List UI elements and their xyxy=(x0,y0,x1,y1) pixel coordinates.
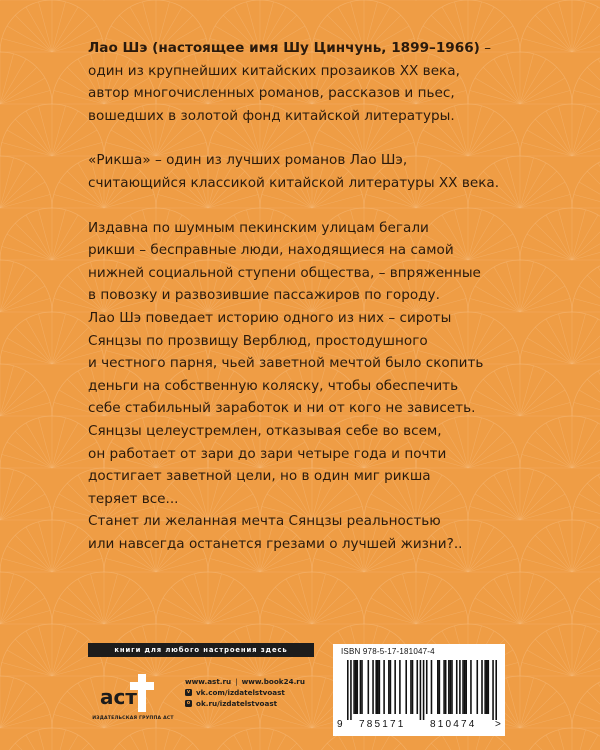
barcode-group-right: 810474 xyxy=(430,719,477,730)
author-paragraph xyxy=(88,37,528,127)
novel-paragraph: «Рикша» – один из лучших романов Лао Шэ, считающийся классикой китайской литературы XX века. xyxy=(88,152,500,191)
author-name: Лао Шэ (настоящее имя Шу Цинчунь, 1899–1966) xyxy=(88,40,480,56)
logo-text: аст xyxy=(100,685,137,709)
ast-logo-icon xyxy=(94,668,166,720)
author-description: – один из крупнейших китайских прозаиков XX века, автор многочисленных романов, рассказов и пьес, вошедших в золотой фонд китайской литературы. xyxy=(88,40,491,124)
publisher-caption: ИЗДАТЕЛЬСКАЯ ГРУППА АСТ xyxy=(92,716,174,721)
publisher-links xyxy=(185,676,305,709)
barcode-group-left: 785171 xyxy=(359,719,406,730)
link-separator: | xyxy=(235,677,238,686)
barcode-tail: > xyxy=(495,719,501,730)
site-link-ast[interactable]: www.ast.ru xyxy=(185,677,232,686)
isbn-label: ISBN 978-5-17-181047-4 xyxy=(341,647,435,656)
barcode-block xyxy=(333,644,505,736)
ok-link[interactable]: ok.ru/izdatelstvoast xyxy=(196,699,278,708)
tagline-banner: книги для любого настроения здесь xyxy=(88,643,314,657)
ok-icon: o xyxy=(186,700,191,706)
ok-row xyxy=(185,698,305,709)
vk-row xyxy=(185,687,305,698)
annotation-text xyxy=(88,37,528,555)
site-link-book24[interactable]: www.book24.ru xyxy=(241,677,305,686)
vk-link[interactable]: vk.com/izdatelstvoast xyxy=(196,688,285,697)
barcode-icon xyxy=(347,660,497,720)
vk-icon: v xyxy=(186,689,191,695)
synopsis-paragraph: Издавна по шумным пекинским улицам бегали рикши – бесправные люди, находящиеся на самой нижней социальной ступени общества, – впряженные в повозку и развозившие пассажиров по городу. Лао Шэ поведает историю одного из них – сироты Сянцзы по прозвищу Верблюд, простодушного и честного парня, чьей заветной мечтой было скопить деньги на собственную коляску, чтобы обеспечить себе стабильный заработок и ни от кого не зависеть. Сянцзы целеустремлен, отказывая себе во всем, он работает от зари до зари четыре года и почти достигает заветной цели, но в один миг рикша теряет все... Станет ли желанная мечта Сянцзы реальностью или навсегда останется грезами о лучшей жизни?.. xyxy=(88,219,484,552)
barcode-lead-digit: 9 xyxy=(337,719,343,730)
websites-row xyxy=(185,676,305,687)
